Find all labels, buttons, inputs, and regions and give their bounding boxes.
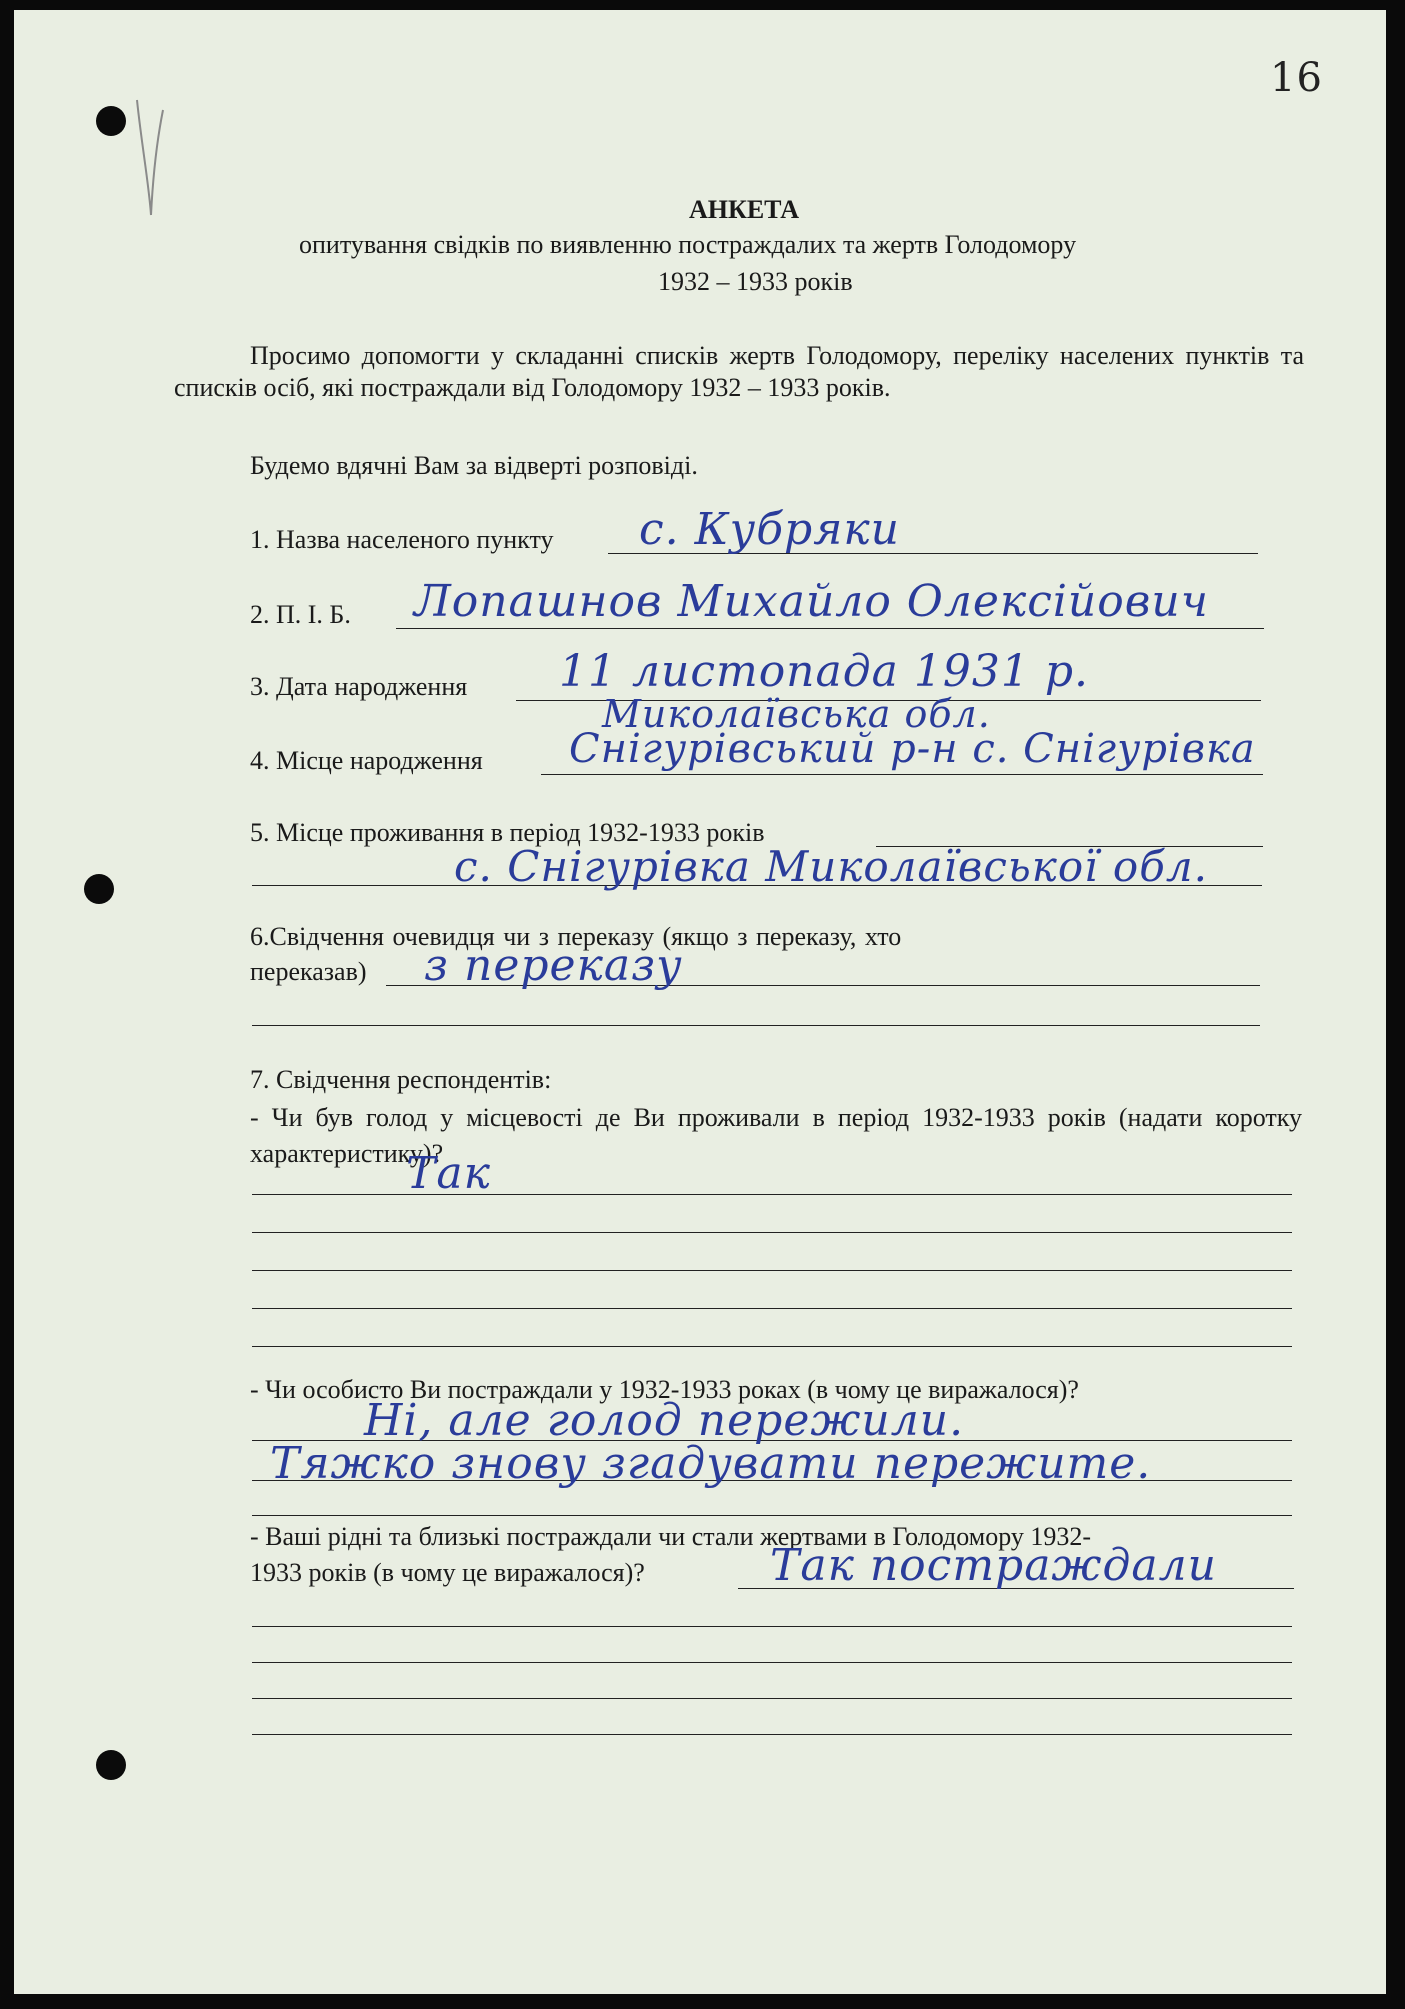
s7-q1-line-5 — [252, 1346, 1292, 1347]
form-title: АНКЕТА — [688, 195, 800, 224]
q1-label: 1. Назва населеного пункту — [250, 525, 554, 554]
intro-thanks: Будемо вдячні Вам за відверті розповіді. — [250, 451, 698, 480]
q6-label: 6.Свідчення очевидця чи з переказу (якщо з переказу, хто — [250, 922, 902, 951]
q1-answer: с. Кубряки — [639, 504, 900, 555]
punch-hole-middle — [84, 874, 114, 904]
s7-q3-line-4 — [252, 1698, 1292, 1699]
form-subtitle-years: 1932 – 1933 років — [658, 267, 853, 296]
q3-answer: 11 листопада 1931 р. — [559, 646, 1089, 697]
s7-q1-question: - Чи був голод у місцевості де Ви проживали в період 1932-1933 років (надати коротку характеристику)? — [250, 1103, 1302, 1168]
s7-q1-line-1 — [252, 1194, 1292, 1195]
q5-answer: с. Снігурівка Миколаївської обл. — [454, 842, 1208, 891]
q4-answer-line — [541, 774, 1263, 775]
s7-q3-line-2 — [252, 1626, 1292, 1627]
s7-q3-text: - Ваші рідні та близькі постраждали чи стали жертвами в Голодомору 1932- — [250, 1522, 1092, 1551]
s7-q2-answer-1: Ні, але голод пережили. — [364, 1395, 965, 1446]
s7-q1-line-2 — [252, 1232, 1292, 1233]
q2-label: 2. П. І. Б. — [250, 600, 351, 629]
intro-text: Просимо допомогти у складанні списків жертв Голодомору, переліку населених пунктів та списків осіб, які постраждали від Голодомору 1932 – 1933 років. — [174, 341, 1304, 402]
s7-q3-line-5 — [252, 1734, 1292, 1735]
s7-q2-answer-2: Тяжко знову згадувати пережите. — [270, 1438, 1152, 1489]
q2-answer-line — [396, 628, 1264, 629]
s7-q1-answer: Так — [406, 1148, 491, 1199]
q3-label: 3. Дата народження — [250, 672, 468, 701]
q4-label: 4. Місце народження — [250, 746, 483, 775]
q5-label: 5. Місце проживання в період 1932-1933 років — [250, 818, 765, 847]
s7-q2-text: - Чи особисто Ви постраждали у 1932-1933 роках (в чому це виражалося)? — [250, 1375, 1079, 1404]
page-number: 16 — [1270, 55, 1323, 101]
q6-answer-line-2 — [252, 1025, 1260, 1026]
punch-hole-top — [96, 106, 126, 136]
section7-title: 7. Свідчення респондентів: — [250, 1065, 552, 1094]
q6-label-continued: переказав) — [250, 957, 367, 986]
q6-answer: з переказу — [424, 940, 683, 991]
s7-q3-line-3 — [252, 1662, 1292, 1663]
s7-q3-text-continued: 1933 років (в чому це виражалося)? — [250, 1558, 645, 1587]
q4-answer-region: Миколаївська обл. — [602, 692, 991, 736]
q4-answer: Снігурівський р-н с. Снігурівка — [569, 726, 1256, 772]
s7-q2-line-3 — [252, 1515, 1292, 1516]
s7-q1-line-3 — [252, 1270, 1292, 1271]
s7-q1-line-4 — [252, 1308, 1292, 1309]
form-subtitle: опитування свідків по виявленню постраждалих та жертв Голодомору — [299, 230, 1077, 259]
punch-hole-bottom — [96, 1750, 126, 1780]
q2-answer: Лопашнов Михайло Олексійович — [414, 576, 1210, 627]
s7-q3-answer: Так постраждали — [770, 1540, 1217, 1591]
questionnaire-page — [14, 10, 1386, 1994]
intro-paragraph — [174, 340, 1304, 404]
